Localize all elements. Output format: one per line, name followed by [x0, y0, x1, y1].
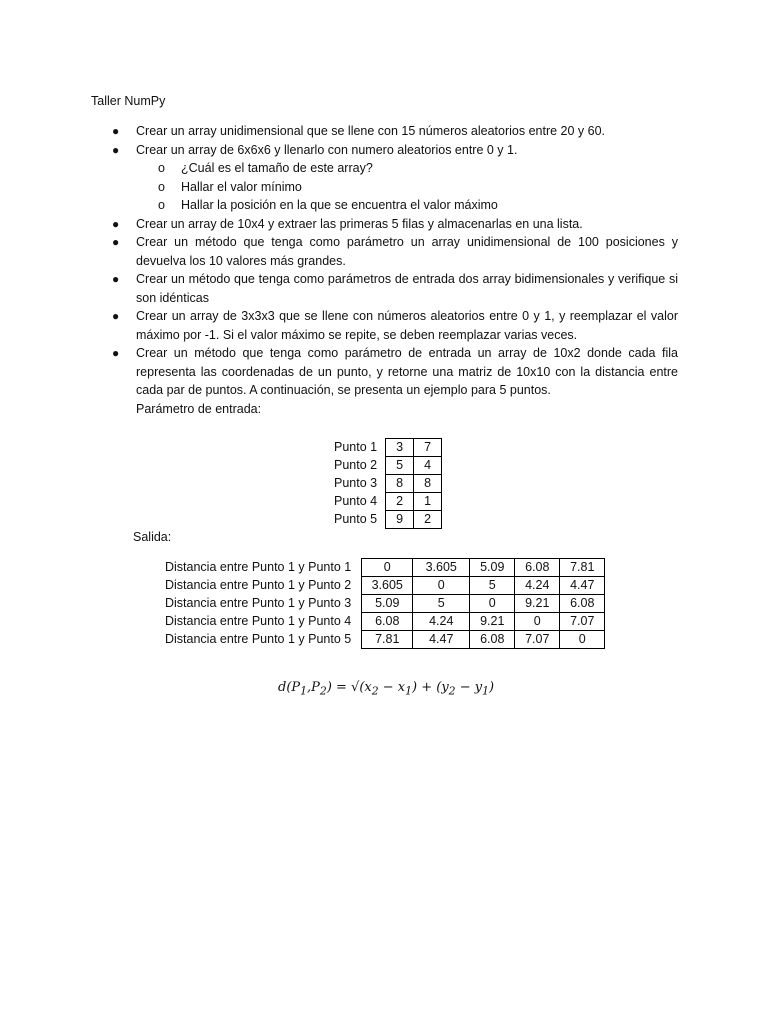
task-list [0, 122, 768, 418]
task-text: Crear un array de 10x4 y extraer las primeras 5 filas y almacenarlas en una lista. [136, 216, 583, 231]
distance-row-label: Distancia entre Punto 1 y Punto 5 [165, 632, 352, 646]
formula-subscript: 1 [482, 684, 489, 698]
formula-subscript: 2 [448, 684, 456, 698]
distance-cell: 5.09 [362, 595, 413, 613]
table-row [165, 595, 605, 613]
distance-cell: 9.21 [470, 613, 515, 631]
task-text: Crear un array de 3x3x3 que se llene con números aleatorios entre 0 y 1, y reemplazar el valor máximo por -1. Si el valor máximo se repite, se deben reemplazar varias veces. [136, 309, 678, 342]
circle-bullet-icon: o [158, 161, 165, 175]
distance-row-label: Distancia entre Punto 1 y Punto 4 [165, 614, 352, 628]
distance-cell: 6.08 [515, 559, 560, 577]
point-x: 5 [386, 457, 414, 475]
formula-subscript: 1 [405, 684, 413, 698]
output-label: Salida: [133, 530, 172, 544]
task-item [0, 344, 678, 418]
formula-subscript: 1 [300, 684, 308, 698]
point-label: Punto 4 [334, 494, 378, 508]
task-item [0, 233, 678, 270]
bullet-icon: ● [112, 309, 120, 323]
distance-cell: 7.81 [560, 559, 605, 577]
point-y: 4 [414, 457, 442, 475]
point-x: 3 [386, 439, 414, 457]
formula-part: − y [455, 680, 483, 695]
formula-subscript: 2 [371, 684, 379, 698]
distance-cell: 5 [413, 595, 470, 613]
formula-part: ,P [307, 680, 320, 695]
task-text: Crear un método que tenga como parámetro un array unidimensional de 100 posiciones y devuelva los 10 valores más grandes. [136, 235, 678, 268]
point-y: 1 [414, 493, 442, 511]
bullet-icon: ● [112, 124, 120, 138]
task-item [0, 215, 678, 234]
table-row [165, 577, 605, 595]
distance-cell: 6.08 [362, 613, 413, 631]
distance-cell: 4.24 [413, 613, 470, 631]
distance-cell: 5 [470, 577, 515, 595]
distance-cell: 0 [515, 613, 560, 631]
distance-row-label: Distancia entre Punto 1 y Punto 3 [165, 596, 352, 610]
task-text: Crear un array unidimensional que se llene con 15 números aleatorios entre 20 y 60. [136, 124, 606, 138]
point-y: 2 [414, 511, 442, 529]
task-item [0, 307, 678, 344]
point-label: Punto 2 [334, 458, 378, 472]
subtask-item [136, 196, 678, 215]
distance-cell: 0 [560, 631, 605, 649]
table-row [330, 457, 442, 475]
distance-cell: 6.08 [470, 631, 515, 649]
distance-cell: 0 [413, 577, 470, 595]
point-x: 8 [386, 475, 414, 493]
formula-part: d(P [278, 680, 301, 695]
bullet-icon: ● [112, 272, 120, 286]
point-x: 9 [386, 511, 414, 529]
table-row [330, 493, 442, 511]
table-row [330, 511, 442, 529]
bullet-icon: ● [112, 235, 120, 249]
distance-cell: 0 [470, 595, 515, 613]
distance-cell: 3.605 [362, 577, 413, 595]
point-label: Punto 1 [334, 440, 378, 454]
circle-bullet-icon: o [158, 179, 165, 194]
distance-cell: 6.08 [560, 595, 605, 613]
table-row [165, 631, 605, 649]
distance-cell: 7.81 [362, 631, 413, 649]
points-table [330, 438, 442, 529]
distance-cell: 7.07 [560, 613, 605, 631]
formula-part: ) [488, 680, 495, 695]
distance-cell: 4.47 [560, 577, 605, 595]
distance-formula [278, 679, 494, 701]
point-y: 8 [414, 475, 442, 493]
subtask-list [136, 159, 678, 215]
distance-cell: 4.24 [515, 577, 560, 595]
task-text: Crear un método que tenga como parámetro de entrada un array de 10x2 donde cada fila representa las coordenadas de un punto, y retorne una matriz de 10x10 con la distancia entre cada par de puntos. A continuación, se presenta un ejemplo para 5 puntos. [136, 346, 678, 397]
table-row [165, 559, 605, 577]
point-x: 2 [386, 493, 414, 511]
bullet-icon: ● [112, 346, 120, 360]
subtask-item [136, 159, 678, 178]
formula-part: ) = √(x [326, 680, 372, 695]
table-row [165, 613, 605, 631]
distance-cell: 9.21 [515, 595, 560, 613]
point-label: Punto 3 [334, 476, 378, 490]
distance-cell: 4.47 [413, 631, 470, 649]
table-row [330, 439, 442, 457]
point-label: Punto 5 [334, 512, 378, 526]
distance-row-label: Distancia entre Punto 1 y Punto 1 [165, 560, 352, 574]
subtask-text: Hallar el valor mínimo [181, 179, 302, 194]
point-y: 7 [414, 439, 442, 457]
task-item [0, 270, 678, 307]
task-text: Crear un método que tenga como parámetros de entrada dos array bidimensionales y verifique si son idénticas [136, 272, 678, 305]
distance-table [165, 558, 605, 649]
circle-bullet-icon: o [158, 198, 165, 212]
task-item [0, 141, 678, 215]
distance-cell: 3.605 [413, 559, 470, 577]
formula-part: ) + (y [412, 680, 449, 695]
document-title: Taller NumPy [91, 94, 166, 108]
distance-row-label: Distancia entre Punto 1 y Punto 2 [165, 578, 352, 592]
subtask-item [136, 178, 678, 197]
table-row [330, 475, 442, 493]
formula-subscript: 2 [319, 684, 327, 698]
distance-cell: 5.09 [470, 559, 515, 577]
task-item [0, 122, 678, 141]
distance-cell: 0 [362, 559, 413, 577]
input-parameter-label: Parámetro de entrada: [136, 401, 262, 416]
task-text: Crear un array de 6x6x6 y llenarlo con numero aleatorios entre 0 y 1. [136, 142, 518, 157]
subtask-text: Hallar la posición en la que se encuentra el valor máximo [181, 198, 498, 212]
bullet-icon: ● [112, 216, 120, 231]
subtask-text: ¿Cuál es el tamaño de este array? [181, 161, 373, 175]
bullet-icon: ● [112, 142, 120, 157]
distance-cell: 7.07 [515, 631, 560, 649]
formula-part: − x [378, 680, 406, 695]
